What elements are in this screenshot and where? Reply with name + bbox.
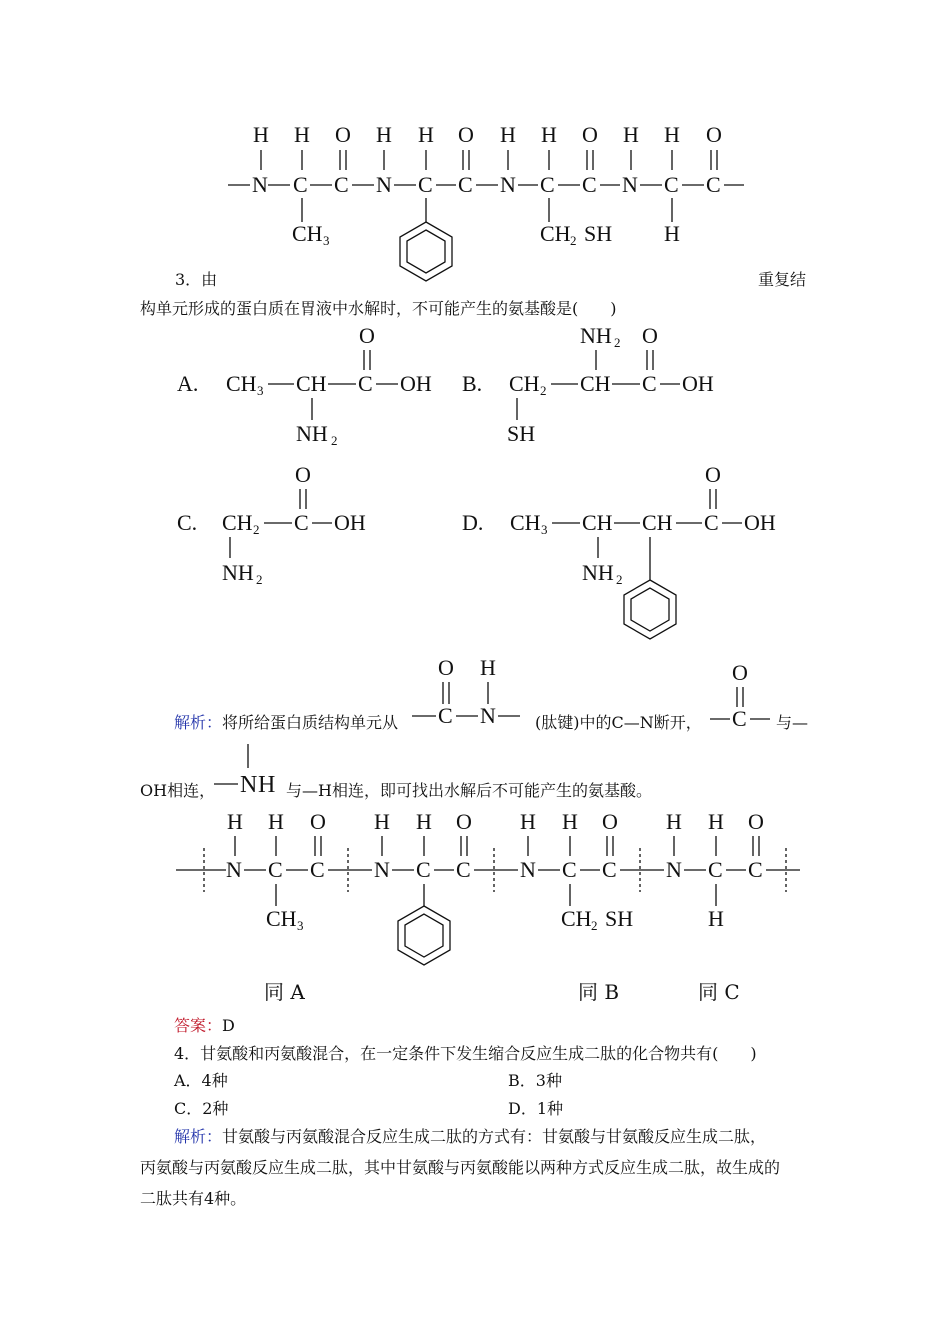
svg-text:C: C [456,857,471,882]
svg-text:C: C [582,172,597,197]
svg-text:3: 3 [297,918,304,933]
svg-text:C: C [310,857,325,882]
question-4-option-a: A．4种 [174,1071,228,1090]
svg-text:C: C [706,172,721,197]
svg-text:CH: CH [582,510,613,535]
explanation-1-line-2b: 与—H相连，即可找出水解后不可能产生的氨基酸。 [286,781,652,800]
svg-text:H: H [294,122,310,147]
answer-label: 答案： [174,1016,223,1035]
svg-text:O: O [295,462,311,487]
svg-text:CH: CH [296,371,327,396]
svg-text:H: H [664,122,680,147]
svg-text:H: H [664,221,680,246]
svg-text:C: C [602,857,617,882]
question-4-text: 4．甘氨酸和丙氨酸混合，在一定条件下发生缩合反应生成二肽的化合物共有( ) [174,1044,757,1063]
svg-text:N: N [252,172,268,197]
svg-text:C: C [416,857,431,882]
svg-text:C: C [334,172,349,197]
svg-text:O: O [335,122,351,147]
same-as-b-label: 同 B [578,980,620,1004]
svg-text:2: 2 [256,572,263,587]
svg-text:CH: CH [580,371,611,396]
svg-text:C: C [642,371,657,396]
explanation-1-bond-text: (肽键)中的C—N断开， [535,713,702,732]
svg-text:OH: OH [334,510,366,535]
svg-text:N: N [226,857,242,882]
svg-text:H: H [500,122,516,147]
svg-text:3: 3 [257,383,264,398]
svg-text:C: C [562,857,577,882]
svg-text:O: O [458,122,474,147]
svg-text:CH: CH [509,371,540,396]
svg-text:H: H [708,906,724,931]
svg-text:C: C [732,706,747,731]
svg-text:CH: CH [266,906,297,931]
svg-text:O: O [456,809,472,834]
svg-text:2: 2 [331,433,338,448]
svg-text:C: C [268,857,283,882]
svg-text:CH: CH [561,906,592,931]
svg-text:NH: NH [296,421,328,446]
explanation-1-line-2a: OH相连， [140,781,216,800]
svg-text:H: H [374,809,390,834]
svg-text:C: C [664,172,679,197]
svg-text:C: C [458,172,473,197]
svg-text:H: H [708,809,724,834]
svg-text:C: C [438,703,453,728]
answer-value: D [222,1016,235,1035]
svg-text:C: C [294,510,309,535]
svg-text:N: N [622,172,638,197]
svg-text:H: H [520,809,536,834]
svg-text:N: N [500,172,516,197]
peptide-bond-fragment [412,655,520,728]
question-4-option-c: C．2种 [174,1099,229,1118]
svg-text:N: N [520,857,536,882]
question-3-continuation: 重复结 [758,270,807,289]
svg-text:N: N [376,172,392,197]
svg-text:CH: CH [642,510,673,535]
option-b-structure [462,323,714,446]
option-a-structure [177,323,432,448]
svg-text:O: O [642,323,658,348]
svg-text:NH: NH [580,323,612,348]
svg-text:H: H [541,122,557,147]
svg-text:H: H [258,772,276,798]
svg-text:O: O [732,660,748,685]
option-d-structure [462,462,776,639]
hydrolysis-diagram [176,809,800,965]
svg-text:NH: NH [222,560,254,585]
amine-fragment [214,744,275,798]
svg-text:2: 2 [253,522,260,537]
svg-text:2: 2 [540,383,547,398]
explanation-1-line-1: 解析：将所给蛋白质结构单元从 [174,713,399,732]
svg-text:2: 2 [616,572,623,587]
svg-text:H: H [227,809,243,834]
svg-text:CH: CH [226,371,257,396]
question-3-number: 3．由 [175,270,218,289]
explanation-2-text: 甘氨酸与丙氨酸混合反应生成二肽的方式有：甘氨酸与甘氨酸反应生成二肽，丙氨酸与丙氨酸反应生成二肽，其中甘氨酸与丙氨酸能以两种方式反应生成二肽，故生成的二肽共有4种。 [140,1127,781,1208]
svg-text:N: N [666,857,682,882]
explanation-2-label: 解析： [174,1127,223,1146]
svg-text:H: H [418,122,434,147]
svg-text:C: C [418,172,433,197]
svg-text:O: O [705,462,721,487]
svg-text:N: N [240,772,258,798]
svg-text:OH: OH [682,371,714,396]
svg-text:H: H [376,122,392,147]
explanation-1-connector: 与— [776,713,809,732]
svg-text:H: H [480,655,496,680]
svg-text:C: C [708,857,723,882]
svg-text:2: 2 [570,233,577,248]
svg-text:2: 2 [614,335,621,350]
svg-text:C: C [704,510,719,535]
svg-text:A.: A. [177,371,199,396]
svg-text:O: O [438,655,454,680]
option-c-structure [177,462,366,587]
svg-text:3: 3 [323,233,330,248]
svg-text:H: H [666,809,682,834]
svg-text:SH: SH [605,906,634,931]
svg-text:O: O [582,122,598,147]
svg-text:H: H [253,122,269,147]
svg-text:H: H [623,122,639,147]
answer-line [174,1015,235,1037]
svg-text:H: H [268,809,284,834]
svg-text:SH: SH [507,421,536,446]
svg-text:O: O [310,809,326,834]
svg-text:C: C [748,857,763,882]
svg-text:SH: SH [584,221,613,246]
svg-text:N: N [480,703,496,728]
question-3-text: 构单元形成的蛋白质在胃液中水解时，不可能产生的氨基酸是( ) [140,299,617,318]
svg-text:C.: C. [177,510,198,535]
svg-text:OH: OH [400,371,432,396]
svg-text:N: N [374,857,390,882]
explanation-label: 解析： [174,713,223,732]
svg-text:H: H [562,809,578,834]
svg-text:CH: CH [222,510,253,535]
tetrapeptide-structure [228,122,744,281]
svg-text:B.: B. [462,371,483,396]
question-4-option-b: B．3种 [508,1071,562,1090]
question-4-option-d: D．1种 [508,1099,564,1118]
svg-text:C: C [293,172,308,197]
svg-text:O: O [706,122,722,147]
carbonyl-fragment [710,660,770,731]
svg-text:2: 2 [591,918,598,933]
same-as-c-label: 同 C [698,980,740,1004]
svg-text:3: 3 [541,522,548,537]
svg-text:H: H [416,809,432,834]
same-as-a-label: 同 A [264,980,305,1004]
explanation-2 [140,1121,780,1214]
svg-text:O: O [748,809,764,834]
svg-text:C: C [358,371,373,396]
svg-text:CH: CH [510,510,541,535]
svg-text:CH: CH [540,221,571,246]
svg-text:OH: OH [744,510,776,535]
svg-text:C: C [540,172,555,197]
svg-text:NH: NH [582,560,614,585]
svg-text:CH: CH [292,221,323,246]
svg-text:O: O [359,323,375,348]
svg-text:O: O [602,809,618,834]
svg-text:D.: D. [462,510,484,535]
